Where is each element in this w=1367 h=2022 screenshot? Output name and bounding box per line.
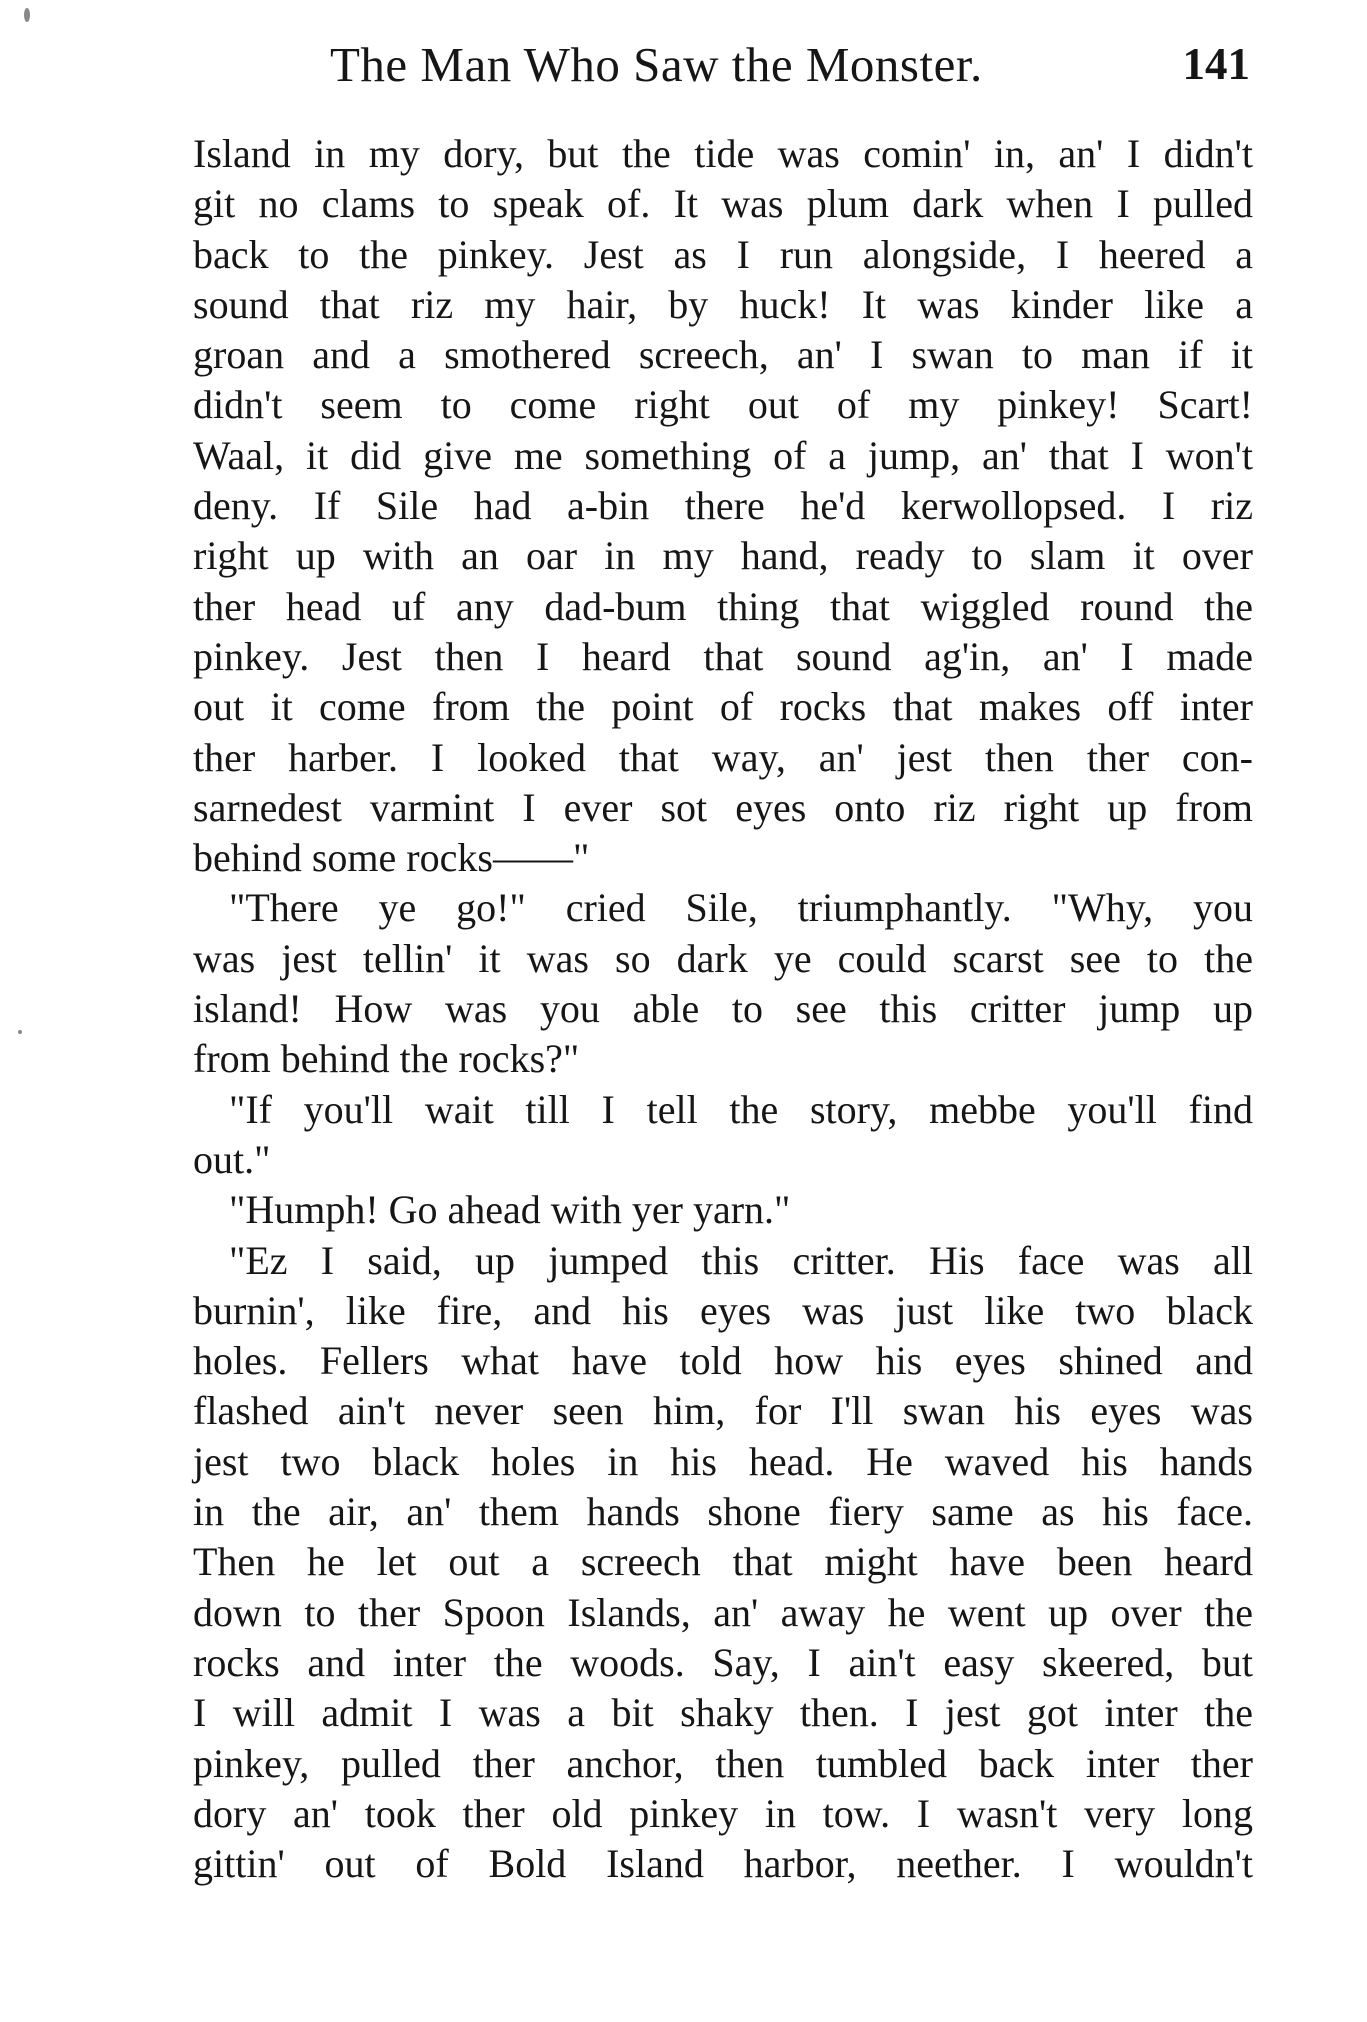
margin-speck	[18, 1030, 22, 1034]
corner-speck	[24, 8, 30, 22]
text-line: ther head uf any dad-bum thing that wiggled round the	[193, 583, 1253, 629]
text-line: ther harber. I looked that way, an' jest then ther con-	[193, 734, 1253, 780]
text-line: pinkey, pulled ther anchor, then tumbled back inter ther	[193, 1740, 1253, 1786]
text-line: Waal, it did give me something of a jump, an' that I won't	[193, 432, 1253, 478]
text-line: back to the pinkey. Jest as I run alongside, I heered a	[193, 231, 1253, 277]
text-line: "Ez I said, up jumped this critter. His face was all	[229, 1237, 1253, 1283]
text-line: groan and a smothered screech, an' I swan to man if it	[193, 332, 1253, 378]
text-line: deny. If Sile had a-bin there he'd kerwollopsed. I riz	[193, 483, 1253, 529]
page-number: 141	[1182, 39, 1250, 89]
text-line: didn't seem to come right out of my pinkey! Scart!	[193, 382, 1253, 428]
text-line: sarnedest varmint I ever sot eyes onto riz right up from	[193, 784, 1253, 830]
text-line: out."	[193, 1136, 271, 1182]
text-line: flashed ain't never seen him, for I'll swan his eyes was	[193, 1388, 1253, 1434]
text-line: holes. Fellers what have told how his eyes shined and	[193, 1338, 1253, 1384]
running-head	[195, 28, 1250, 98]
text-line: was jest tellin' it was so dark ye could scarst see to the	[193, 935, 1253, 981]
text-line: I will admit I was a bit shaky then. I jest got inter the	[193, 1690, 1253, 1736]
text-line: "There ye go!" cried Sile, triumphantly. "Why, you	[229, 885, 1253, 931]
text-line: down to ther Spoon Islands, an' away he went up over the	[193, 1589, 1253, 1635]
text-line: "If you'll wait till I tell the story, mebbe you'll find	[229, 1086, 1253, 1132]
text-line: burnin', like fire, and his eyes was just like two black	[193, 1287, 1253, 1333]
text-line: git no clams to speak of. It was plum dark when I pulled	[193, 181, 1253, 227]
body-text	[193, 129, 1253, 1889]
text-line: rocks and inter the woods. Say, I ain't easy skeered, but	[193, 1639, 1253, 1685]
text-line: Island in my dory, but the tide was comin' in, an' I didn't	[193, 131, 1253, 176]
text-line: "Humph! Go ahead with yer yarn."	[229, 1187, 791, 1233]
text-line: right up with an oar in my hand, ready to slam it over	[193, 533, 1253, 579]
text-line: dory an' took ther old pinkey in tow. I wasn't very long	[193, 1790, 1253, 1836]
text-line: island! How was you able to see this critter jump up	[193, 986, 1253, 1032]
text-line: jest two black holes in his head. He waved his hands	[193, 1438, 1253, 1484]
text-line: from behind the rocks?"	[193, 1036, 580, 1082]
text-line: behind some rocks——"	[193, 835, 590, 881]
text-line: gittin' out of Bold Island harbor, neether. I wouldn't	[193, 1841, 1253, 1887]
text-line: sound that riz my hair, by huck! It was kinder like a	[193, 281, 1253, 327]
text-line: in the air, an' them hands shone fiery same as his face.	[193, 1489, 1253, 1535]
text-line: pinkey. Jest then I heard that sound ag'in, an' I made	[193, 633, 1253, 679]
text-line: out it come from the point of rocks that makes off inter	[193, 684, 1253, 730]
text-line: Then he let out a screech that might have been heard	[193, 1539, 1253, 1585]
running-title: The Man Who Saw the Monster.	[330, 37, 983, 92]
